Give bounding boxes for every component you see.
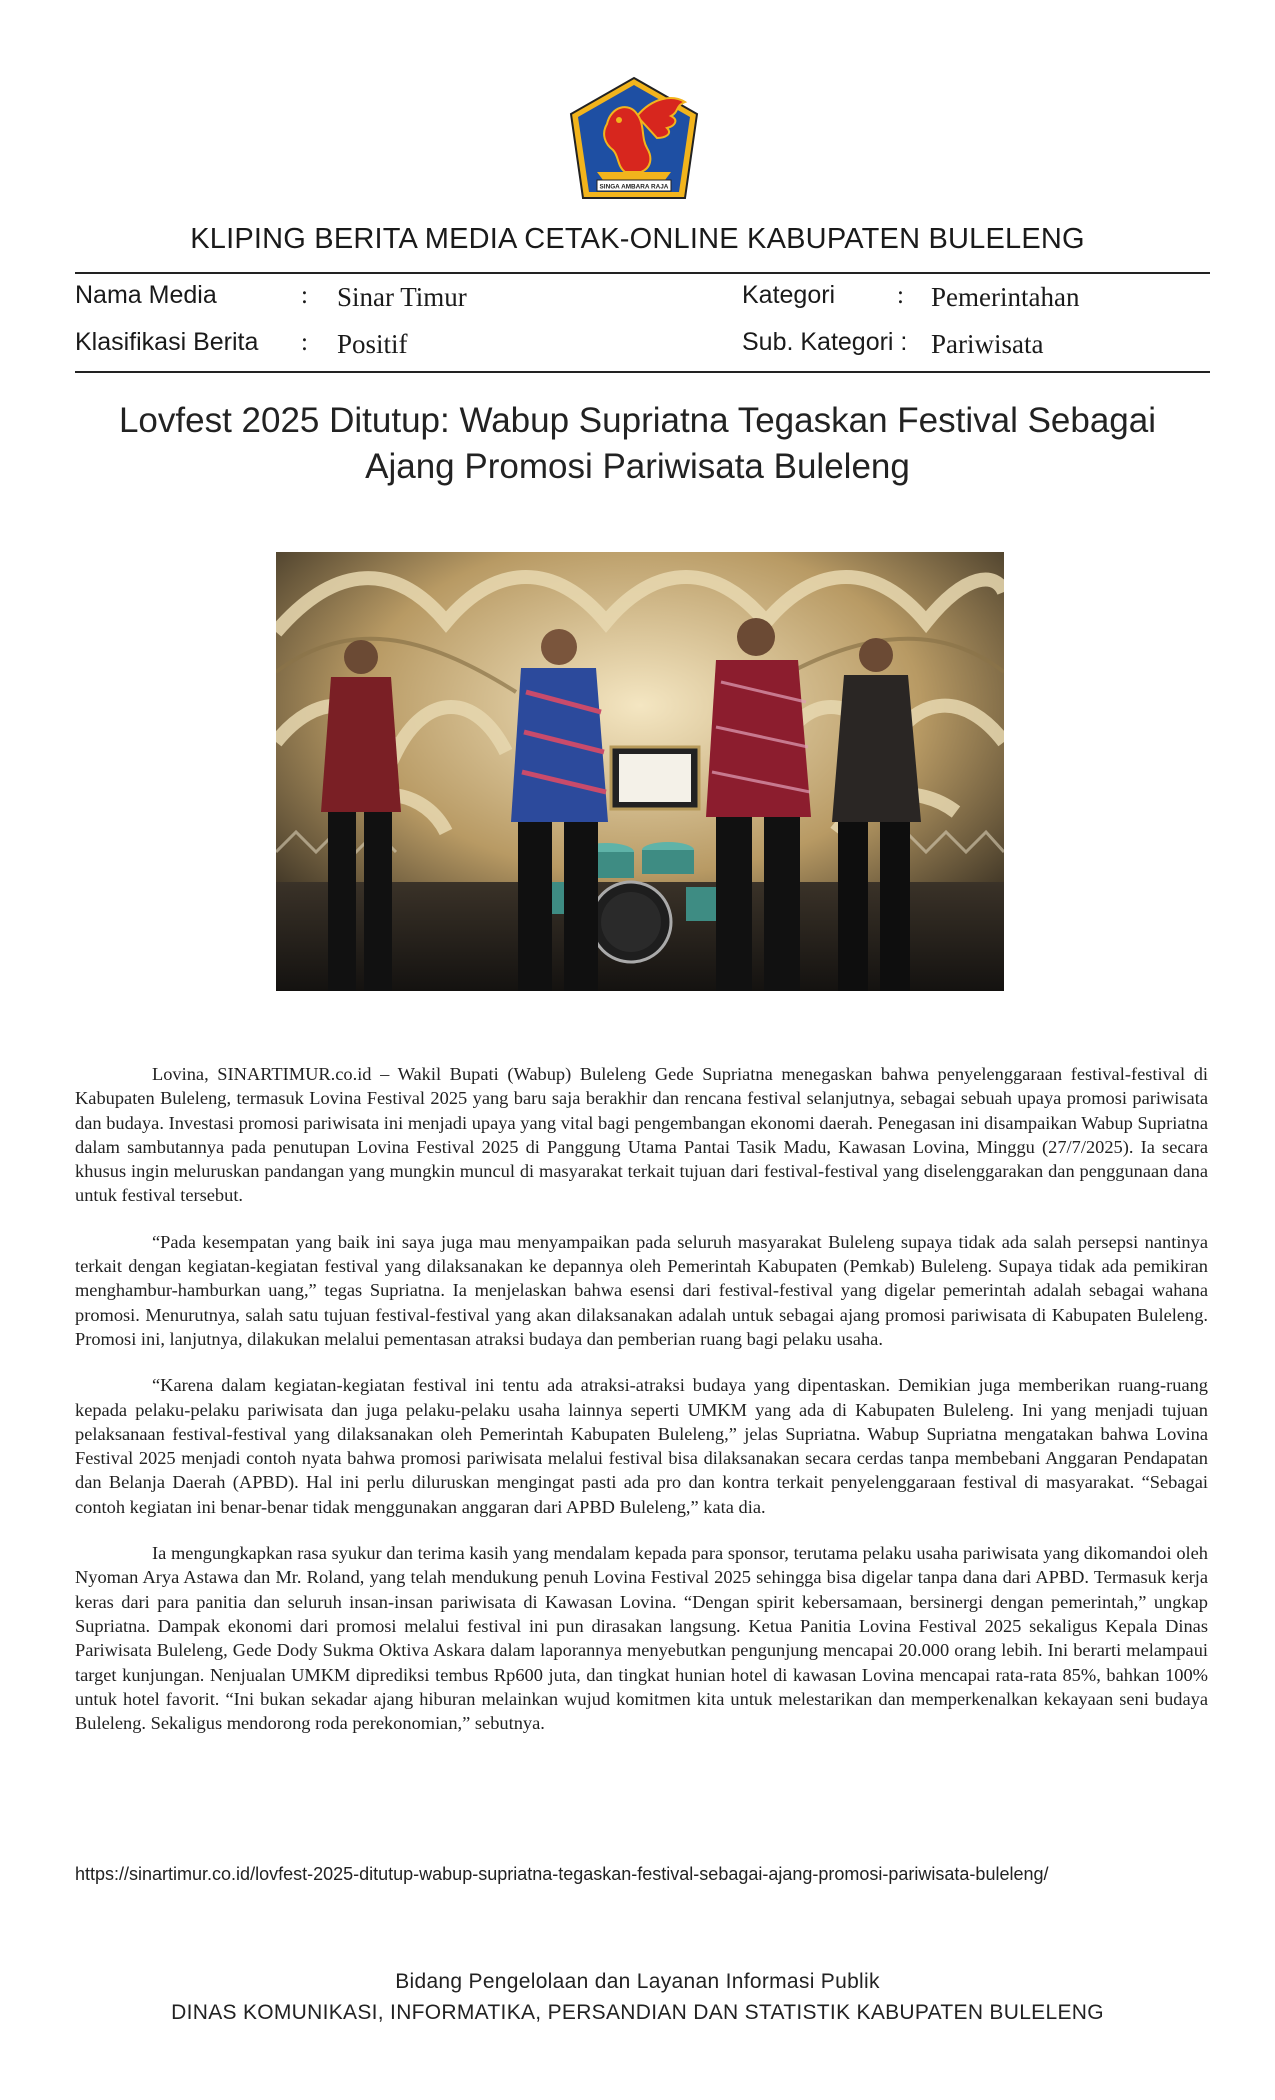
article-paragraph-4: Ia mengungkapkan rasa syukur dan terima kasih yang mendalam kepada para sponsor, terutama pelaku usaha pariwisata yang dikomandoi oleh Nyoman Arya Astawa dan Mr. Roland, yang telah mendukung penuh Lovina Festival 2025 sehingga bisa digelar tanpa dana dari APBD. Termasuk kerja keras dari para panitia dan seluruh insan-insan pariwisata di Kawasan Lovina. “Dengan spirit kebersamaan, bersinergi dengan pemerintah,” ungkap Supriatna. Dampak ekonomi dari promosi melalui festival ini pun dirasakan langsung. Ketua Panitia Lovina Festival 2025 sekaligus Kepala Dinas Pariwisata Buleleng, Gede Dody Sukma Oktiva Askara dalam laporannya menyebutkan pengunjung mencapai 20.000 orang lebih. Ini berarti melampaui target kunjungan. Nenjualan UMKM diprediksi tembus Rp600 juta, dan tingkat hunian hotel di kawasan Lovina mencapai rata-rata 85%, bahkan 100% untuk hotel favorit. “Ini bukan sekadar ajang hiburan melainkan wujud komitmen kita untuk melestarikan dan memperkenalkan kekayaan seni budaya Buleleng. Sekaligus mendorong roda perekonomian,” sebutnya. [75, 1543, 1208, 1734]
logo-motto: SINGA AMBARA RAJA [599, 183, 669, 191]
article-paragraph-2: “Pada kesempatan yang baik ini saya juga mau menyampaikan pada seluruh masyarakat Buleleng supaya tidak ada salah persepsi nantinya terkait dengan kegiatan-kegiatan festival yang dilaksanakan ke depannya oleh Pemerintah Kabupaten (Pemkab) Buleleng. Supaya tidak ada pemikiran menghambur-hamburkan uang,” tegas Supriatna. Ia menjelaskan bahwa esensi dari festival-festival yang digelar pemerintah adalah sebagai wahana promosi. Menurutnya, salah satu tujuan festival-festival yang akan dilaksanakan adalah untuk sebagai ajang promosi pariwisata di Kabupaten Buleleng. Promosi ini, lanjutnya, dilakukan melalui pementasan atraksi budaya dan pemberian ruang bagi pelaku usaha. [75, 1231, 1208, 1349]
article-paragraph-1: Lovina, SINARTIMUR.co.id – Wakil Bupati (Wabup) Buleleng Gede Supriatna menegaskan bahwa penyelenggaraan festival-festival di Kabupaten Buleleng, termasuk Lovina Festival 2025 yang baru saja berakhir dan rencana festival selanjutnya, sebagai sebuah upaya promosi pariwisata dan budaya. Investasi promosi pariwisata ini menjadi upaya yang vital bagi pengembangan ekonomi daerah. Penegasan ini disampaikan Wabup Supriatna dalam sambutannya pada penutupan Lovina Festival 2025 di Panggung Utama Pantai Tasik Madu, Kawasan Lovina, Minggu (27/7/2025). Ia secara khusus ingin meluruskan pandangan yang mungkin muncul di masyarakat terkait tujuan dari festival-festival yang diselenggarakan dan penggunaan dana untuk festival tersebut. [75, 1064, 1208, 1206]
category-colon: : [897, 282, 904, 309]
clipping-header-title: KLIPING BERITA MEDIA CETAK-ONLINE KABUPATEN BULELENG [190, 223, 1085, 255]
header-divider-top [75, 272, 1210, 274]
subcategory-label: Sub. Kategori : [742, 328, 908, 356]
category-label: Kategori [742, 281, 836, 309]
classification-label: Klasifikasi Berita [75, 328, 259, 356]
footer-department: Bidang Pengelolaan dan Layanan Informasi Publik [395, 1970, 880, 1993]
classification-colon: : [301, 329, 308, 356]
source-url-link[interactable]: https://sinartimur.co.id/lovfest-2025-ditutup-wabup-supriatna-tegaskan-festival-sebagai-ajang-promosi-pariwisata-buleleng/ [75, 1864, 1049, 1884]
buleleng-crest-logo [567, 76, 701, 200]
header-divider-bottom [75, 371, 1210, 373]
media-name-colon: : [301, 282, 308, 309]
winged-lion-crest-icon [567, 76, 701, 200]
category-value: Pemerintahan [931, 282, 1080, 312]
article-body [75, 1062, 1208, 1757]
classification-value: Positif [337, 329, 408, 359]
subcategory-value: Pariwisata [931, 329, 1044, 359]
article-photo [276, 552, 1004, 991]
article-headline: Lovfest 2025 Ditutup: Wabup Supriatna Tegaskan Festival Sebagai Ajang Promosi Pariwisata Buleleng [118, 401, 1157, 486]
footer-agency: DINAS KOMUNIKASI, INFORMATIKA, PERSANDIAN DAN STATISTIK KABUPATEN BULELENG [171, 2001, 1104, 2024]
article-paragraph-3: “Karena dalam kegiatan-kegiatan festival ini tentu ada atraksi-atraksi budaya yang dipentaskan. Demikian juga memberikan ruang-ruang kepada pelaku-pelaku pariwisata dan juga pelaku-pelaku usaha lainnya seperti UMKM yang ada di Kabupaten Buleleng. Ini yang menjadi tujuan pelaksanaan festival-festival yang dilaksanakan oleh Pemerintah Kabupaten Buleleng,” jelas Supriatna. Wabup Supriatna mengatakan bahwa Lovina Festival 2025 menjadi contoh nyata bahwa promosi pariwisata melalui festival bisa dilaksanakan secara cerdas tanpa membebani Anggaran Pendapatan dan Belanja Daerah (APBD). Hal ini perlu diluruskan mengingat pasti ada pro dan kontra terkait penyelenggaraan festival di masyarakat. “Sebagai contoh kegiatan ini benar-benar tidak menggunakan anggaran dari APBD Buleleng,” kata dia. [75, 1375, 1208, 1517]
media-name-label: Nama Media [75, 281, 217, 309]
media-name-value: Sinar Timur [337, 282, 467, 312]
